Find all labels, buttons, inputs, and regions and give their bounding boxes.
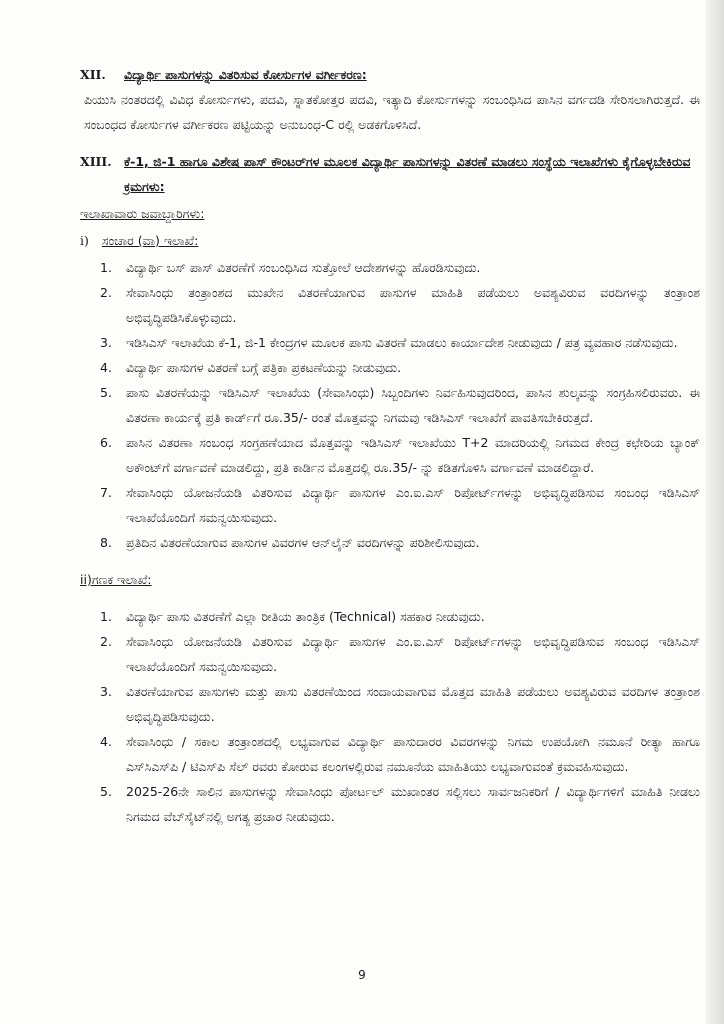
item-text: ಸೇವಾಸಿಂಧು ತಂತ್ರಾಂಶದ ಮುಖೇನ ವಿತರಣೆಯಾಗುವ ಪಾಸುಗಳ ಮಾಹಿತಿ ಪಡೆಯಲು ಅವಶ್ಯವಿರುವ ವರದಿಗಳನ್ನು ತಂತ್ರಾಂಶ ಅಭಿವೃದ್ಧಿಪಡಿಸಿಕೊಳ್ಳುವುದು. (126, 285, 700, 325)
list-item (100, 330, 700, 355)
list-item (100, 779, 700, 829)
item-number: 7. (100, 485, 112, 500)
section-xii-heading (80, 62, 700, 87)
item-number: 6. (100, 435, 112, 450)
department-number: i) (80, 233, 89, 248)
list-item (100, 629, 700, 679)
item-number: 1. (100, 260, 112, 275)
item-text: ಇಡಿಸಿಎಸ್ ಇಲಾಖೆಯ ಕೆ-1, ಜಿ-1 ಕೇಂದ್ರಗಳ ಮೂಲಕ ಪಾಸು ವಿತರಣೆ ಮಾಡಲು ಕಾರ್ಯಾದೇಶ ನೀಡುವುದು / ಪತ್ರ ವ್ಯವಹಾರ ನಡೆಸುವುದು. (126, 335, 678, 350)
item-number: 5. (100, 385, 112, 400)
list-item (100, 480, 700, 530)
item-text: ಸೇವಾಸಿಂಧು ಯೋಜನೆಯಡಿ ವಿತರಿಸುವ ವಿದ್ಯಾರ್ಥಿ ಪಾಸುಗಳ ಎಂ.ಐ.ಎಸ್ ರಿಪೋರ್ಟ್‌ಗಳನ್ನು ಅಭಿವೃದ್ಧಿಪಡಿಸುವ ಸಂಬಂಧ ಇಡಿಸಿಎಸ್ ಇಲಾಖೆಯೊಂದಿಗೆ ಸಮನ್ವಯಿಸುವುದು. (126, 634, 700, 674)
item-text: ಪಾಸಿನ ವಿತರಣಾ ಸಂಬಂಧ ಸಂಗ್ರಹಣೆಯಾದ ಮೊತ್ತವನ್ನು ಇಡಿಸಿಎಸ್ ಇಲಾಖೆಯು T+2 ಮಾದರಿಯಲ್ಲಿ ನಿಗಮದ ಕೇಂದ್ರ ಕಛೇರಿಯ ಬ್ಯಾಂಕ್ ಅಕೌಂಟ್‌ಗೆ ವರ್ಗಾವಣೆ ಮಾಡಲಿದ್ದು, ಪ್ರತಿ ಕಾರ್ಡಿನ ಮೊತ್ತದಲ್ಲಿ ರೂ.35/- ನ್ನು ಕಡಿತಗೊಳಿಸಿ ವರ್ಗಾವಣೆ ಮಾಡಲಿದ್ದಾರೆ. (126, 435, 700, 475)
item-number: 3. (100, 335, 112, 350)
list-item (100, 355, 700, 380)
item-number: 2. (100, 285, 112, 300)
section-xii-paragraph: ಪಿಯುಸಿ ನಂತರದಲ್ಲಿ ವಿವಿಧ ಕೋರ್ಸುಗಳು, ಪದವಿ, ಸ್ನಾತಕೋತ್ತರ ಪದವಿ, ಇತ್ಯಾದಿ ಕೋರ್ಸುಗಳನ್ನು ಸಂಬಂಧಿಸಿದ ಪಾಸಿನ ವರ್ಗದಡಿ ಸೇರಿಸಲಾಗಿರುತ್ತದೆ. ಈ ಸಂಬಂಧದ ಕೋರ್ಸುಗಳ ವರ್ಗೀಕರಣ ಪಟ್ಟಿಯನ್ನು ಅನುಬಂಧ-C ರಲ್ಲಿ ಅಡಕಗೊಳಿಸಿದೆ. (84, 92, 700, 132)
item-number: 3. (100, 684, 112, 699)
department-number: ii) (80, 572, 92, 587)
item-number: 4. (100, 734, 112, 749)
list-item (100, 280, 700, 330)
item-text: ವಿದ್ಯಾರ್ಥಿ ಪಾಸು ವಿತರಣೆಗೆ ಎಲ್ಲಾ ರೀತಿಯ ತಾಂತ್ರಿಕ (Technical) ಸಹಕಾರ ನೀಡುವುದು. (126, 609, 485, 624)
item-number: 2. (100, 634, 112, 649)
departmental-responsibilities-heading: ಇಲಾಖಾವಾರು ಜವಾಬ್ದಾರಿಗಳು: (80, 206, 205, 221)
list-item (100, 380, 700, 430)
item-text: ವಿತರಣೆಯಾಗುವ ಪಾಸುಗಳು ಮತ್ತು ಪಾಸು ವಿತರಣೆಯಿಂದ ಸಂದಾಯವಾಗುವ ಮೊತ್ತದ ಮಾಹಿತಿ ಪಡೆಯಲು ಅವಶ್ಯವಿರುವ ವರದಿಗಳ ತಂತ್ರಾಂಶ ಅಭಿವೃದ್ಧಿಪಡಿಸುವುದು. (126, 684, 700, 724)
item-number: 5. (100, 784, 112, 799)
section-xiii-heading (80, 149, 700, 199)
section-title: ಕೆ-1, ಜಿ-1 ಹಾಗೂ ವಿಶೇಷ ಪಾಸ್ ಕೌಂಟರ್‌ಗಳ ಮೂಲಕ ವಿದ್ಯಾರ್ಥಿ ಪಾಸುಗಳನ್ನು ವಿತರಣೆ ಮಾಡಲು ಸಂಸ್ಥೆಯ ಇಲಾಖೆಗಳು ಕೈಗೊಳ್ಳಬೇಕಿರುವ ಕ್ರಮಗಳು: (124, 154, 691, 194)
item-number: 4. (100, 360, 112, 375)
item-text: ವಿದ್ಯಾರ್ಥಿ ಬಸ್ ಪಾಸ್ ವಿತರಣೆಗೆ ಸಂಬಂಧಿಸಿದ ಸುತ್ತೋಲೆ ಆದೇಶಗಳನ್ನು ಹೊರಡಿಸುವುದು. (126, 260, 481, 275)
department-title: ಗಣಕ ಇಲಾಖೆ: (91, 572, 152, 587)
section-title: ವಿದ್ಯಾರ್ಥಿ ಪಾಸುಗಳನ್ನು ವಿತರಿಸುವ ಕೋರ್ಸುಗಳ ವರ್ಗೀಕರಣ: (124, 67, 367, 82)
item-text: ಪ್ರತಿದಿನ ವಿತರಣೆಯಾಗುವ ಪಾಸುಗಳ ವಿವರಗಳ ಆನ್‌ಲೈನ್ ವರದಿಗಳನ್ನು ಪರಿಶೀಲಿಸುವುದು. (126, 535, 480, 550)
item-text: 2025-26ನೇ ಸಾಲಿನ ಪಾಸುಗಳನ್ನು ಸೇವಾಸಿಂಧು ಪೋರ್ಟಲ್ ಮುಖಾಂತರ ಸಲ್ಲಿಸಲು ಸಾರ್ವಜನಿಕರಿಗೆ / ವಿದ್ಯಾರ್ಥಿಗಳಿಗೆ ಮಾಹಿತಿ ನೀಡಲು ನಿಗಮದ ವೆಬ್‌ಸೈಟ್‌ನಲ್ಲಿ ಅಗತ್ಯ ಪ್ರಚಾರ ನೀಡುವುದು. (126, 784, 700, 824)
item-text: ಸೇವಾಸಿಂಧು ಯೋಜನೆಯಡಿ ವಿತರಿಸುವ ವಿದ್ಯಾರ್ಥಿ ಪಾಸುಗಳ ಎಂ.ಐ.ಎಸ್ ರಿಪೋರ್ಟ್‌ಗಳನ್ನು ಅಭಿವೃದ್ಧಿಪಡಿಸುವ ಸಂಬಂಧ ಇಡಿಸಿಎಸ್ ಇಲಾಖೆಯೊಂದಿಗೆ ಸಮನ್ವಯಿಸುವುದು. (126, 485, 700, 525)
department-computer-list (80, 604, 700, 829)
department-traffic-heading (80, 228, 700, 253)
document-body (80, 62, 700, 829)
department-title: ಸಂಚಾರ (ವಾ) ಇಲಾಖೆ: (102, 233, 199, 248)
item-text: ವಿದ್ಯಾರ್ಥಿ ಪಾಸುಗಳ ವಿತರಣೆ ಬಗ್ಗೆ ಪತ್ರಿಕಾ ಪ್ರಕಟಣೆಯನ್ನು ನೀಡುವುದು. (126, 360, 402, 375)
list-item (100, 430, 700, 480)
item-number: 1. (100, 609, 112, 624)
list-item (100, 604, 700, 629)
list-item (100, 530, 700, 555)
list-item (100, 729, 700, 779)
section-number: XIII. (80, 154, 112, 169)
department-traffic-list (80, 255, 700, 555)
list-item (100, 679, 700, 729)
scan-edge-shadow (706, 0, 724, 1024)
item-text: ಸೇವಾಸಿಂಧು / ಸಕಾಲ ತಂತ್ರಾಂಶದಲ್ಲಿ ಲಭ್ಯವಾಗುವ ವಿದ್ಯಾರ್ಥಿ ಪಾಸುದಾರರ ವಿವರಗಳನ್ನು ನಿಗಮ ಉಪಯೋಗಿ ನಮೂನೆ ರೀತ್ಯಾ ಹಾಗೂ ಎಸ್‌ಸಿಎಸ್‌ಪಿ / ಟಿಎಸ್‌ಪಿ ಸೆಲ್ ರವರು ಕೋರುವ ಕಲಂಗಳಲ್ಲಿರುವ ನಮೂನೆಯ ಮಾಹಿತಿಯು ಲಭ್ಯವಾಗುವಂತೆ ಕ್ರಮವಹಿಸುವುದು. (126, 734, 700, 774)
department-computer-heading (80, 567, 700, 592)
list-item (100, 255, 700, 280)
item-text: ಪಾಸು ವಿತರಣೆಯನ್ನು ಇಡಿಸಿಎಸ್ ಇಲಾಖೆಯ (ಸೇವಾಸಿಂಧು) ಸಿಬ್ಬಂದಿಗಳು ನಿರ್ವಹಿಸುವುದರಿಂದ, ಪಾಸಿನ ಶುಲ್ಕವನ್ನು ಸಂಗ್ರಹಿಸಲಿರುವರು. ಈ ವಿತರಣಾ ಕಾರ್ಯಕ್ಕೆ ಪ್ರತಿ ಕಾರ್ಡ್‌ಗೆ ರೂ.35/- ರಂತೆ ಮೊತ್ತವನ್ನು ನಿಗಮವು ಇಡಿಸಿಎಸ್ ಇಲಾಖೆಗೆ ಪಾವತಿಸಬೇಕಿರುತ್ತದೆ. (126, 385, 700, 425)
section-number: XII. (80, 67, 106, 82)
item-number: 8. (100, 535, 112, 550)
page-number: 9 (358, 968, 366, 982)
